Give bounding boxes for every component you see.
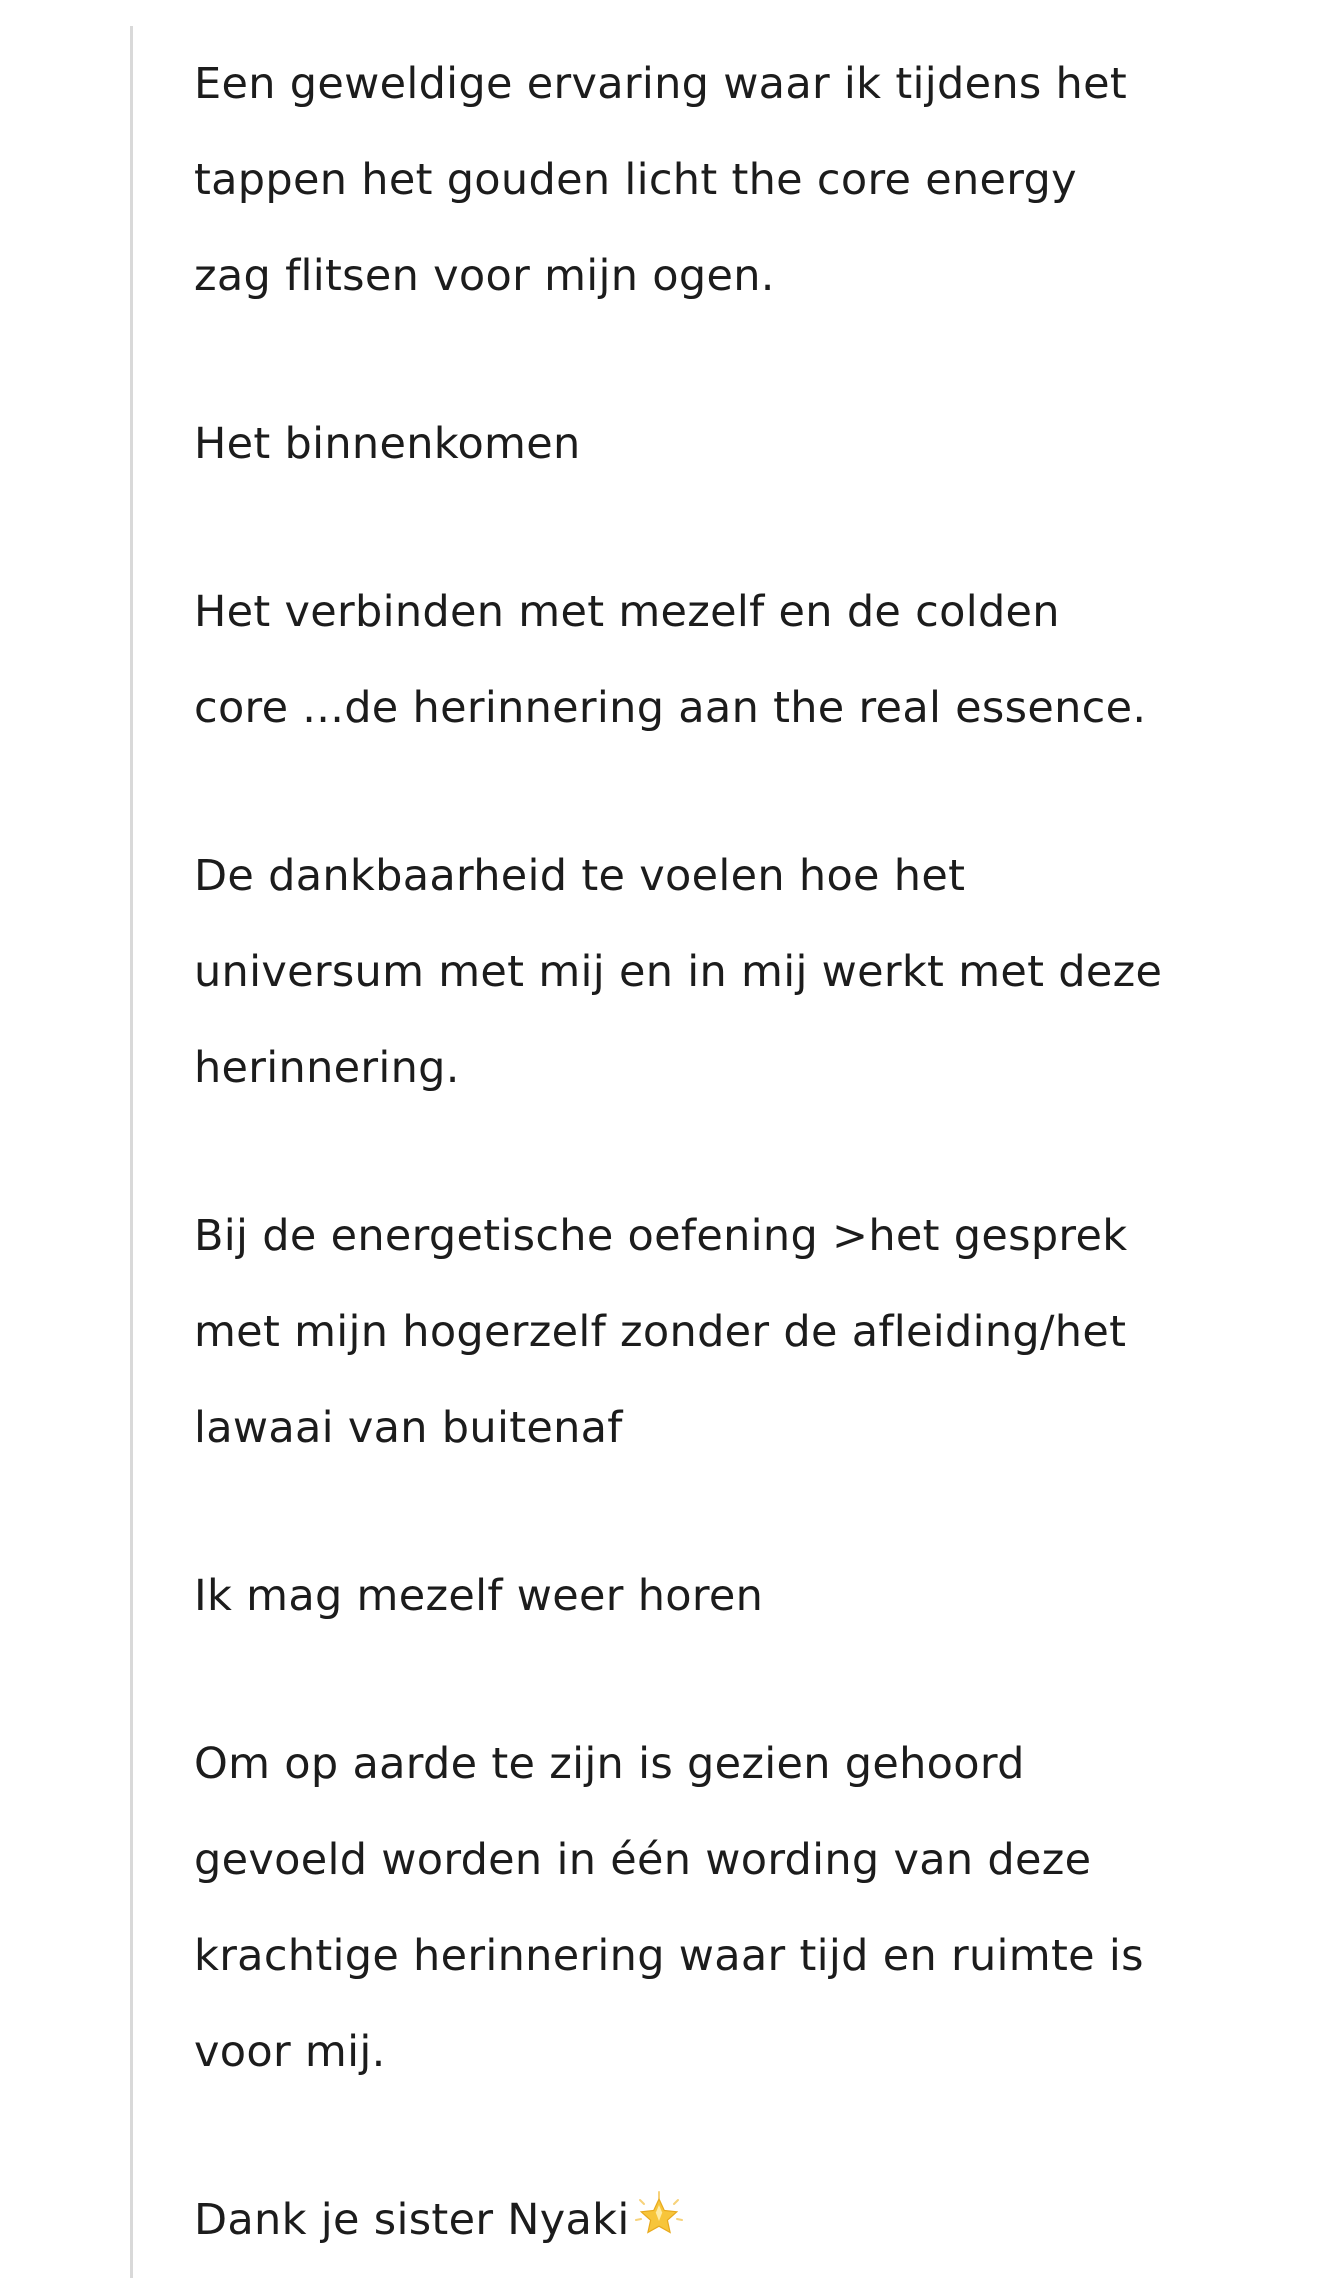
testimonial-paragraph-6: Ik mag mezelf weer horen [194, 1571, 764, 1621]
blockquote-border [130, 26, 133, 2278]
testimonial-paragraph-4: De dankbaarheid te voelen hoe het universum met mij en in mij werkt met deze herinnering. [194, 851, 1163, 1093]
testimonial-signature [194, 2172, 1194, 2268]
testimonial-paragraph-1: Een geweldige ervaring waar ik tijdens het tappen het gouden licht the core energy zag flitsen voor mijn ogen. [194, 59, 1128, 301]
testimonial-paragraph-5: Bij de energetische oefening >het gesprek met mijn hogerzelf zonder de afleiding/het lawaai van buitenaf [194, 1211, 1128, 1453]
testimonial-paragraph-2: Het binnenkomen [194, 419, 581, 469]
glowing-star-icon [632, 2182, 686, 2236]
signature-text: Dank je sister Nyaki [194, 2195, 630, 2245]
testimonial-paragraph-7: Om op aarde te zijn is gezien gehoord gevoeld worden in één wording van deze krachtige herinnering waar tijd en ruimte is voor mij. [194, 1739, 1144, 2077]
testimonial-quote [194, 36, 1194, 2268]
testimonial-paragraph-3: Het verbinden met mezelf en de colden core ...de herinnering aan the real essence. [194, 587, 1147, 733]
